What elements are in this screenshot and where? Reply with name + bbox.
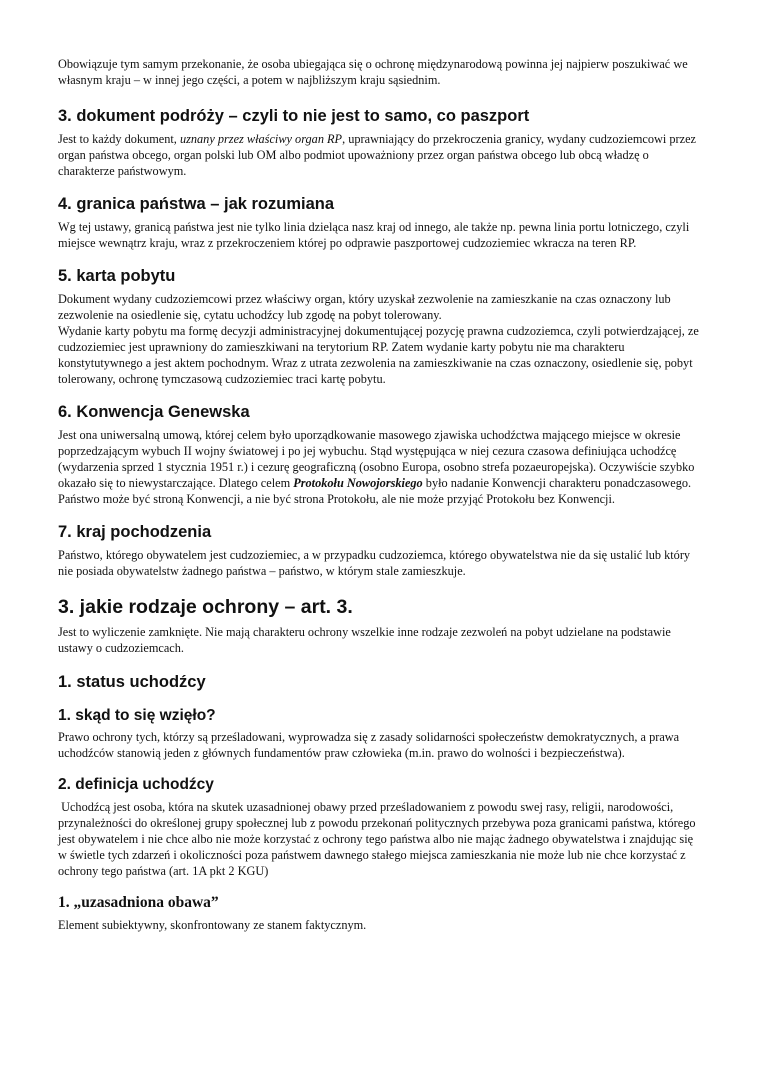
state-border-paragraph: Wg tej ustawy, granicą państwa jest nie tylko linia dzieląca nasz kraj od innego, ale także np. pewna linia portu lotniczego, czyli miejsce wewnątrz kraju, wraz z przekroczeniem której po odprawie paszportowej cudzoziemiec wkracza na teren RP.: [58, 220, 690, 250]
heading-protection-types: 3. jakie rodzaje ochrony – art. 3.: [58, 596, 353, 618]
heading-residence-card: 5. karta pobytu: [58, 267, 176, 285]
where-from-paragraph: Prawo ochrony tych, którzy są prześladowani, wyprowadza się z zasady solidarności społeczeństw demokratycznych, a prawa uchodźców stanowią jeden z głównych fundamentów praw człowieka (m.in. prawo do wolności i bezpieczeństwa).: [58, 730, 680, 760]
geneva-text-b: było nadanie Konwencji charakteru ponadczasowego. Państwo może być stroną Konwencji, a nie być strona Protokołu, ale nie może przyjąć Protokołu bez Konwencji.: [58, 476, 692, 506]
travel-document-text-b: , uprawniający do przekroczenia granicy, wydany cudzoziemcowi przez organ państwa obcego, organ polski lub OM albo podmiot upoważniony przez organ państwa obcego lub obcą władzę o charakterze państwowym.: [58, 132, 697, 178]
country-of-origin-paragraph: Państwo, którego obywatelem jest cudzoziemiec, a w przypadku cudzoziemca, którego obywatelstwa nie da się ustalić lub który nie posiada obywatelstw żadnego państwa – państwo, w którym stale zamieszkuje.: [58, 548, 691, 578]
heading-where-from: 1. skąd to się wzięło?: [58, 707, 216, 724]
protection-types-paragraph: Jest to wyliczenie zamknięte. Nie mają charakteru ochrony wszelkie inne rodzaje zezwoleń na pobyt udzielane na podstawie ustawy o cudzoziemcach.: [58, 625, 671, 655]
refugee-definition-paragraph: Uchodźcą jest osoba, która na skutek uzasadnionej obawy przed prześladowaniem z powodu swej rasy, religii, narodowości, przynależności do określonej grupy społecznej lub z powodu przekonań politycznych przebywa poza granicami państwa, którego jest obywatelem i nie chce albo nie może korzystać z ochrony tego państwa albo nie mając żadnego obywatelstwa i znajdując się w świetle tych zdarzeń i okoliczności poza państwem dawnego stałego miejsca zamieszkania nie może lub nie chce korzystać z ochrony tego państwa (art. 1A pkt 2 KGU): [58, 800, 699, 878]
travel-document-text-a: Jest to każdy dokument,: [58, 132, 180, 146]
travel-document-text-italic: uznany przez właściwy organ RP: [179, 132, 343, 146]
heading-country-of-origin: 7. kraj pochodzenia: [58, 523, 212, 541]
heading-well-founded-fear: 1. „uzasadniona obawa”: [58, 894, 219, 911]
geneva-text-protocol: Protokołu Nowojorskiego: [293, 476, 423, 490]
heading-state-border: 4. granica państwa – jak rozumiana: [58, 195, 335, 213]
geneva-text-a: Jest ona uniwersalną umową, której celem było uporządkowanie masowego zjawiska uchodźctwa mającego miejsce w okresie poprzedzającym wybuch II wojny światowej i po jej wybuchu. Stąd występująca w niej cezura czasowa definiująca uchodźcę (wydarzenia sprzed 1 stycznia 1951 r.) i cezurę geograficzną (osobno Europa, osobno strefa pozaeuropejska). Oczywiście szybko okazało się to niewystarczające. Dlatego celem: [58, 428, 695, 490]
travel-document-paragraph: [58, 131, 704, 179]
well-founded-fear-paragraph: Element subiektywny, skonfrontowany ze stanem faktycznym.: [58, 918, 367, 932]
geneva-convention-paragraph: [58, 427, 704, 507]
heading-geneva-convention: 6. Konwencja Genewska: [58, 403, 250, 421]
heading-refugee-status: 1. status uchodźcy: [58, 673, 206, 691]
residence-card-paragraph-2: Wydanie karty pobytu ma formę decyzji administracyjnej dokumentującej pozycję prawna cudzoziemca, czyli potwierdzającej, ze cudzoziemiec jest uprawniony do zamieszkiwani na terytorium RP. Zatem wydanie karty pobytu nie ma charakteru konstytutywnego a jest aktem pochodnym. Wraz z utrata zezwolenia na zamieszkiwanie na czas oznaczony, osiedlenie się, pobyt tolerowany, ochronę tymczasową cudzoziemiec traci kartę pobytu.: [58, 324, 699, 386]
residence-card-paragraph-1: Dokument wydany cudzoziemcowi przez właściwy organ, który uzyskał zezwolenie na zamieszkanie na czas oznaczony lub zezwolenie na osiedlenie się, cytatu uchodźcy lub zgodę na pobyt tolerowany.: [58, 292, 671, 322]
intro-paragraph: Obowiązuje tym samym przekonanie, że osoba ubiegająca się o ochronę międzynarodową powinna jej najpierw poszukiwać we własnym kraju – w innej jego części, a potem w najbliższym kraju sąsiednim.: [58, 57, 688, 87]
heading-refugee-definition: 2. definicja uchodźcy: [58, 776, 214, 793]
document-page: [58, 56, 704, 933]
heading-travel-document: 3. dokument podróży – czyli to nie jest to samo, co paszport: [58, 107, 530, 125]
